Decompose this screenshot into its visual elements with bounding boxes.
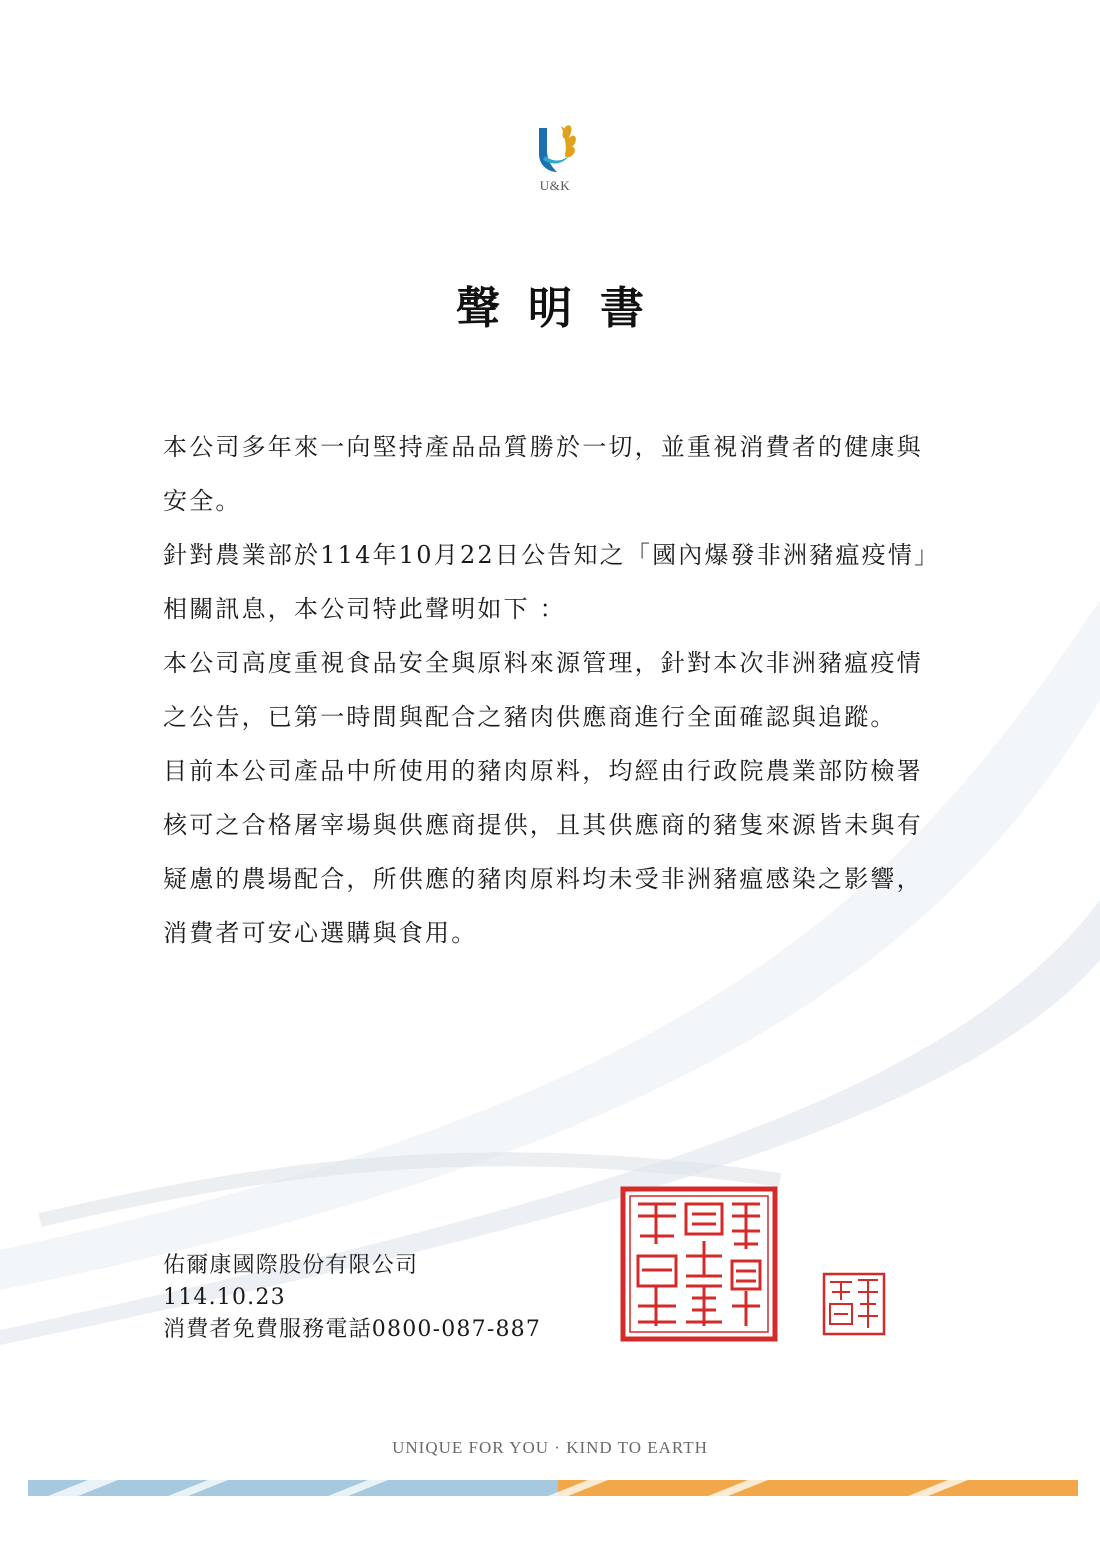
slogan: UNIQUE FOR YOU · KIND TO EARTH [392,1438,708,1457]
paragraph-1: 本公司多年來一向堅持產品品質勝於一切，並重視消費者的健康與安全。 [163,433,923,515]
paragraph-3: 本公司高度重視食品安全與原料來源管理，針對本次非洲豬瘟疫情之公告，已第一時間與配合之豬肉供應商進行全面確認與追蹤。 [163,649,923,731]
paragraph-2: 針對農業部於114年10月22日公告知之「國內爆發非洲豬瘟疫情」相關訊息，本公司特此聲明如下 ： [163,541,929,623]
company-logo [520,120,590,205]
paragraph-4: 目前本公司產品中所使用的豬肉原料，均經由行政院農業部防檢署核可之合格屠宰場與供應商提供，且其供應商的豬隻來源皆未與有疑慮的農場配合，所供應的豬肉原料均未受非洲豬瘟感染之影響，消費者可安心選購與食用。 [163,757,923,947]
company-name: 佑爾康國際股份有限公司 [163,1253,419,1278]
footer-stripe [28,1480,1078,1496]
wheat-u-logo-icon [531,120,579,176]
hotline: 消費者免費服務電話0800-087-887 [163,1317,542,1342]
statement-date: 114.10.23 [163,1285,286,1310]
logo-text: U&K [539,178,571,193]
person-seal-icon [822,1272,886,1336]
company-seal-icon [620,1186,778,1342]
page-title: 聲明書 [456,283,672,334]
footer-info [163,1250,541,1346]
statement-body [163,420,933,960]
